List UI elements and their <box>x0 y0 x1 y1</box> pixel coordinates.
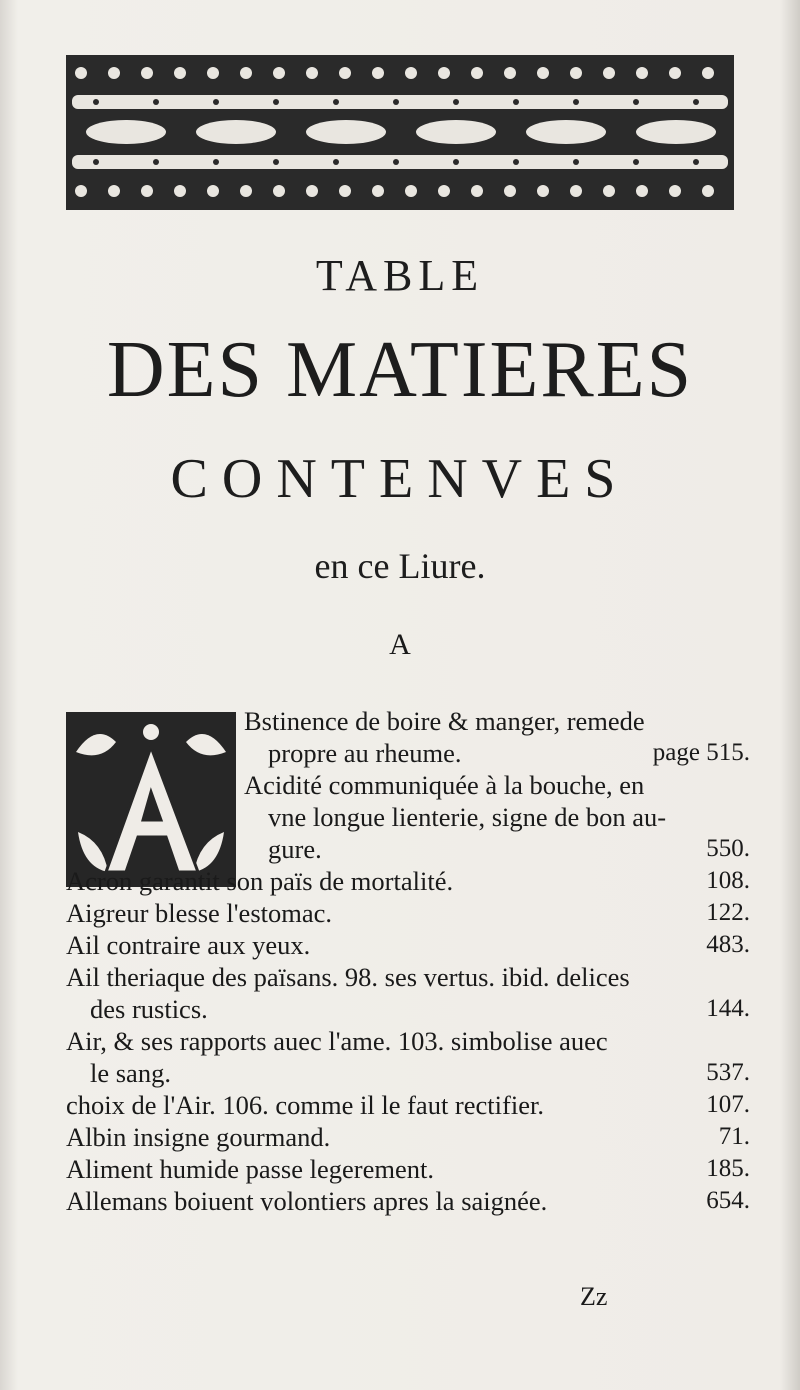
entry-text: propre au rheume. <box>268 738 462 768</box>
index-entries <box>66 705 750 1217</box>
entry-page: 144. <box>706 995 750 1022</box>
title-en-ce-liure: en ce Liure. <box>314 546 486 586</box>
title-table: TABLE <box>315 251 485 300</box>
entry-text: le sang. <box>90 1058 171 1088</box>
entry-text: Ail contraire aux yeux. <box>66 930 311 960</box>
section-letter: A <box>389 628 411 661</box>
list-item <box>66 1121 750 1153</box>
entry-page: 122. <box>706 899 750 926</box>
list-item <box>66 897 750 929</box>
list-item <box>66 769 750 865</box>
entry-text: Albin insigne gourmand. <box>66 1122 331 1152</box>
catchword: Zz <box>580 1282 608 1311</box>
entry-text: vne longue lienterie, signe de bon au- <box>268 802 667 832</box>
entry-text: Aigreur blesse l'estomac. <box>66 898 333 928</box>
list-item <box>66 929 750 961</box>
list-item <box>66 1153 750 1185</box>
entry-text: choix de l'Air. 106. comme il le faut rectifier. <box>66 1090 544 1120</box>
entry-page: 185. <box>706 1155 750 1182</box>
entry-text: Air, & ses rapports auec l'ame. 103. simbolise auec <box>66 1026 608 1056</box>
entry-text: Ail theriaque des païsans. 98. ses vertus. ibid. delices <box>66 962 630 992</box>
list-item <box>66 1089 750 1121</box>
entry-text: Aliment humide passe legerement. <box>66 1154 434 1184</box>
entry-text: Bstinence de boire & manger, remede <box>244 706 645 736</box>
list-item <box>66 961 750 1025</box>
entry-text: Acron garantit son païs de mortalité. <box>66 866 454 896</box>
list-item <box>66 1185 750 1217</box>
list-item <box>66 705 750 769</box>
ornamental-headpiece <box>66 55 734 210</box>
entry-text: gure. <box>268 834 322 864</box>
entry-page: page 515. <box>652 739 750 766</box>
list-item <box>66 865 750 897</box>
entry-page: 108. <box>706 867 750 894</box>
entry-page: 483. <box>706 931 750 958</box>
entry-text: Allemans boiuent volontiers apres la saignée. <box>66 1186 548 1216</box>
entry-page: 537. <box>706 1059 750 1086</box>
entry-page: 107. <box>706 1091 750 1118</box>
entry-page: 71. <box>718 1123 750 1150</box>
entry-text: des rustics. <box>90 994 208 1024</box>
entry-page: 550. <box>706 835 750 862</box>
entry-page: 654. <box>706 1187 750 1214</box>
title-des-matieres: DES MATIERES <box>106 326 694 414</box>
entry-text: Acidité communiquée à la bouche, en <box>244 770 645 800</box>
title-contenves: CONTENVES <box>170 448 630 510</box>
list-item <box>66 1025 750 1089</box>
